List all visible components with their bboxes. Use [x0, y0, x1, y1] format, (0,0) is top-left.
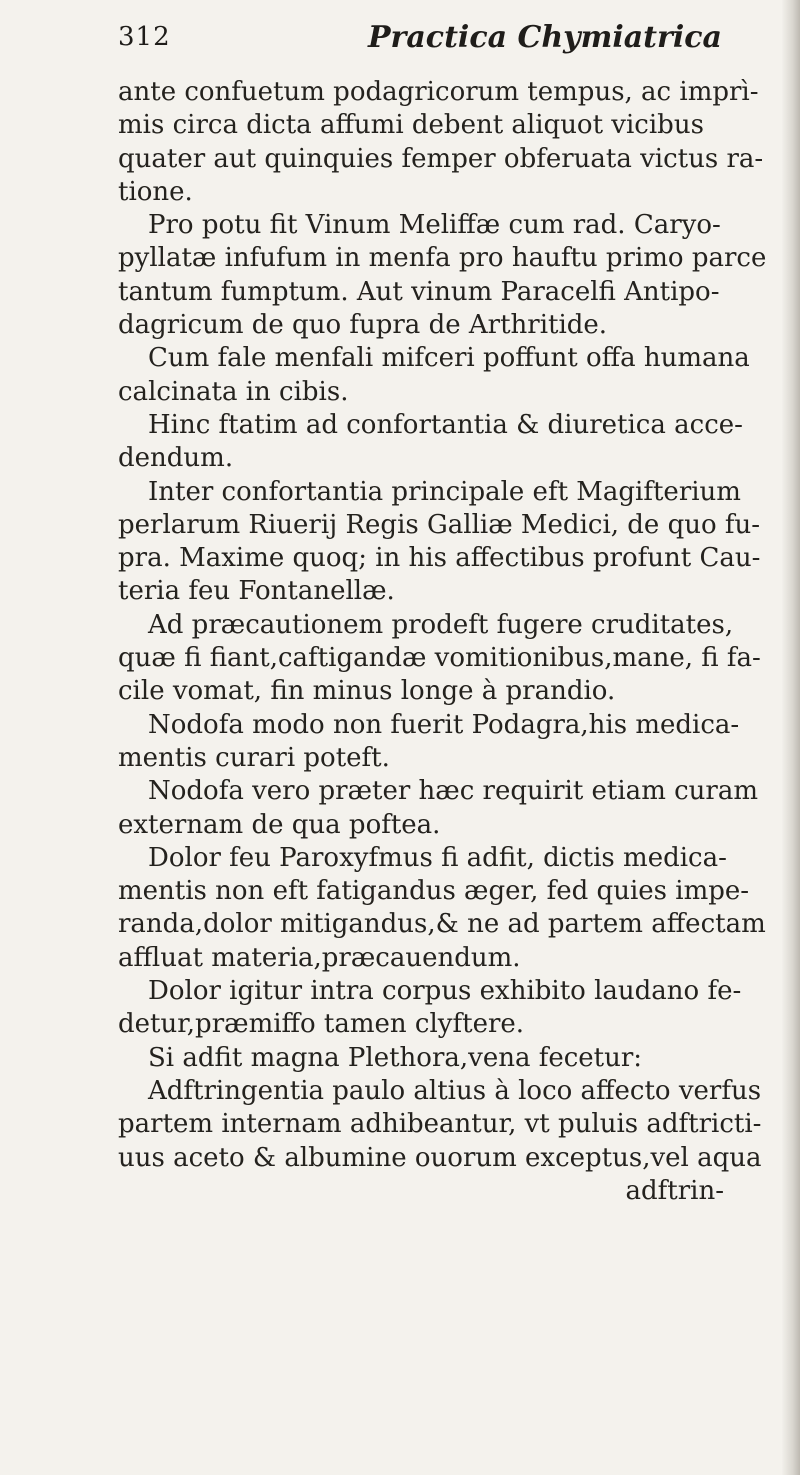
text-line: Ad præcautionem prodeft fugere cruditates,: [148, 609, 734, 640]
text-line: mentis non eft fatigandus æger, fed quies impe-: [118, 876, 750, 907]
text-line: externam de qua poftea.: [118, 809, 441, 840]
text-line: Nodofa modo non fuerit Podagra,his medica-: [148, 709, 740, 740]
text-line: mis circa dicta affumi debent aliquot vicibus: [118, 110, 704, 141]
text-line: Inter confortantia principale eft Magifterium: [148, 476, 741, 507]
text-line: tantum fumptum. Aut vinum Paracelfi Antipo-: [118, 276, 720, 307]
text-line: mentis curari poteft.: [118, 742, 390, 773]
text-line: Nodofa vero præter hæc requirit etiam curam: [148, 776, 758, 807]
text-line: dagricum de quo fupra de Arthritide.: [118, 310, 608, 341]
text-line: affluat materia,præcauendum.: [118, 942, 521, 973]
running-head: Practica Chymiatrica: [368, 20, 722, 55]
text-line: ante confuetum podagricorum tempus, ac imprì-: [118, 77, 759, 107]
text-line: Hinc ftatim ad confortantia & diuretica acce-: [148, 409, 743, 440]
text-line: Cum fale menfali mifceri poffunt offa humana: [148, 343, 750, 374]
text-line: Dolor igitur intra corpus exhibito laudano fe-: [148, 976, 742, 1007]
text-line: Dolor feu Paroxyfmus fi adfit, dictis medica-: [148, 842, 727, 873]
text-line: teria feu Fontanellæ.: [118, 576, 395, 607]
page-edge-shadow: [782, 0, 800, 1475]
text-line: cile vomat, fin minus longe à prandio.: [118, 676, 616, 707]
text-line: uus aceto & albumine ouorum exceptus,vel aqua: [118, 1142, 762, 1173]
catchword: adftrin-: [625, 1175, 724, 1206]
text-line: pra. Maxime quoq; in his affectibus profunt Cau-: [118, 543, 761, 574]
text-line: partem internam adhibeantur, vt puluis adftricti-: [118, 1109, 762, 1140]
text-line: Si adfit magna Plethora,vena fecetur:: [148, 1042, 643, 1073]
text-line: pyllatæ infufum in menfa pro hauftu primo parce: [118, 243, 767, 274]
text-line: calcinata in cibis.: [118, 376, 349, 407]
text-line: randa,dolor mitigandus,& ne ad partem affectam: [118, 909, 766, 940]
body-text: [118, 76, 767, 1208]
text-line: Adftringentia paulo altius à loco affecto verfus: [148, 1075, 762, 1106]
text-line: Pro potu fit Vinum Meliffæ cum rad. Caryo-: [148, 210, 721, 241]
text-line: dendum.: [118, 443, 234, 474]
text-line: tione.: [118, 176, 193, 207]
page-number: 312: [118, 22, 171, 52]
page-header: [118, 16, 738, 68]
text-line: perlarum Riuerij Regis Galliæ Medici, de quo fu-: [118, 509, 761, 540]
text-line: detur,præmiffo tamen clyftere.: [118, 1009, 525, 1040]
text-line: quater aut quinquies femper obferuata victus ra-: [118, 143, 764, 174]
text-line: quæ fi fiant,caftigandæ vomitionibus,mane, fi fa-: [118, 643, 761, 674]
